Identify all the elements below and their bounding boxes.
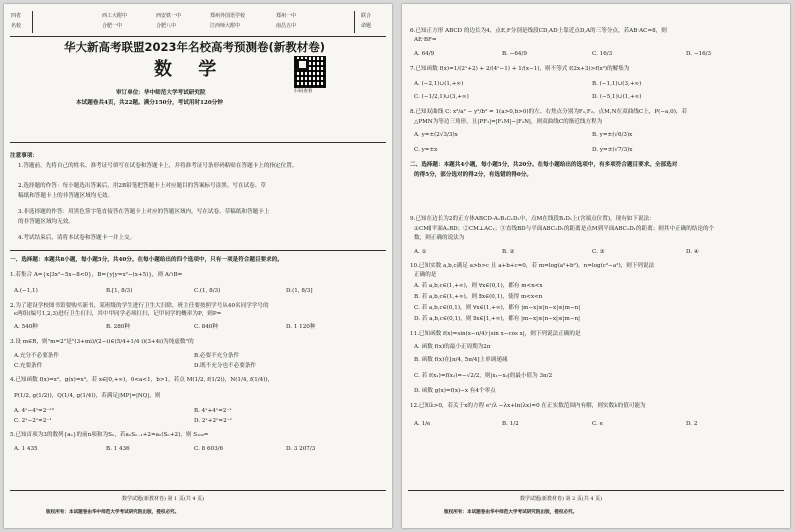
- question-9: 9.已知在边长为2的正方体ABCD-A₁B₁C₁D₁中，点M在线段B₁D₁上(含端点位置)，现有如下说法：: [410, 216, 655, 222]
- question-text-line: D. 2: [686, 421, 698, 427]
- note-line: 3.非选择题的作答：用黑色签字笔直接答在答题卡上对应的答题区域内。写在试卷、草稿纸和答题卡上: [18, 209, 270, 215]
- question-text-line: D. 函数 g(x)=f(x)−x 有4个零点: [414, 388, 496, 394]
- question-text-line: A. (−2,1)∪(1,+∞): [414, 81, 464, 87]
- question-text-line: 2.为了建设学校图书馆要购买新书，某班级的学生进行卫生大扫除，班主任要按照学号从40名同学学号的: [10, 303, 269, 309]
- question-text-line: B. 函数 f(x)在[π/4, 5π/4]上单调递减: [414, 357, 508, 363]
- note-line: 稿纸和答题卡上的非答题区域均无效。: [18, 193, 114, 199]
- question-text-line: 7.已知函数 f(x)=1/(2ˣ+2) + 2/(4ˣ−1) + 1/(x−1)，则不等式 f(2x+3)>f(x²)的解集为: [410, 66, 630, 72]
- question-text-line: D. ④: [686, 249, 699, 255]
- page-footer: 数学试题(新教材卷) 第 2 页(共 4 页): [520, 496, 603, 502]
- question-text-line: C. 8 603/6: [194, 446, 224, 452]
- question-text-line: 4.已知函数 f(x)=x²，g(x)=x³，若 x∈[0,+∞)，0<a<1，b>1，若点 M(1/2, f(1/2))，N(1/4, f(1/4))，: [10, 377, 274, 383]
- question-text-line: C. 若 f(x₁)=f(x₂)=−√2/2，则|x₁−x₂|的最小值为 3π/2: [414, 373, 553, 379]
- question-text-line: C.充要条件: [14, 363, 43, 369]
- subject-title: 数 学: [154, 59, 227, 80]
- header-right-line1: 联合: [361, 13, 372, 19]
- header-right-line2: 命题: [361, 23, 372, 29]
- question-text-line: 数，则正确的说法为: [414, 235, 465, 241]
- question-text-line: D. 1 120种: [286, 324, 316, 330]
- question-text-line: C. 840种: [194, 324, 218, 330]
- question-text-line: 6.已知正方形 ABCD 的边长为4，点E,F分别是线段CD,AD上靠近点D,A的三等分点，若AB·AC=8，则: [410, 28, 667, 34]
- question-text-line: A. 1/e: [414, 421, 431, 427]
- question-text-line: C. y=±x: [414, 147, 438, 153]
- note-line: 的非答题区域均无效。: [18, 219, 74, 225]
- question-text-line: B. 1/2: [502, 421, 519, 427]
- question-text-line: 11.已知函数 f(x)=sin(x−π/4)·|sin x−cos x|，则下列说法正确的是: [410, 331, 581, 337]
- exam-title: 华大新高考联盟2023年名校高考预测卷(新教材卷): [64, 40, 326, 54]
- question-text-line: C. ③: [592, 249, 605, 255]
- question-text-line: ϵ两组(编号1,2,3)进行卫生打扫，其中甲同学必须打扫，记甲同学的概率为P，则P=: [14, 311, 222, 317]
- footer-rule: [10, 490, 386, 491]
- school-name: 南昌五中: [276, 23, 297, 29]
- footer-rule: [408, 490, 784, 491]
- question-text-line: D. −16/3: [686, 51, 712, 57]
- question-text-line: D. (−5,1)∪(1,+∞): [592, 94, 642, 100]
- note-line: 4.考试结束后，请将本试卷和答题卡一并上交。: [18, 235, 136, 241]
- question-text-line: A. 1 435: [14, 446, 38, 452]
- qr-code: [294, 56, 326, 88]
- school-name: 西工大附中: [102, 13, 128, 19]
- question-text-line: C. e: [592, 421, 603, 427]
- question-text-line: 5.已知首项为3的数列{aₙ}的前n项和为Sₙ，若aₙSₙ₋₁+2=aₙ(Sₙ+2)，则 S₁₀₀=: [10, 432, 209, 438]
- question-text-line: A. 540种: [14, 324, 38, 330]
- review-unit: 审订单位：华中师范大学考试研究院: [116, 90, 206, 96]
- copyright-notice: 版权所有：本试题卷由华中师范大学考试研究院出版，侵权必究。: [444, 510, 578, 515]
- school-name: 西安铁一中: [156, 13, 182, 19]
- question-text-line: A.充分不必要条件: [14, 353, 59, 359]
- question-text-line: C. (−1/2,1)∪(3,+∞): [414, 94, 469, 100]
- exam-page-1: [4, 4, 392, 528]
- question-text-line: 10.已知实数 a,b,c满足 a>b>c 且 a+b+c=0，若 m=log(a²+b²)，n=log(c²−a²)，则下列说法: [410, 263, 655, 269]
- question-text-line: D.(1, 8/3]: [286, 288, 313, 294]
- question-text-line: D.既不充分也不必要条件: [194, 363, 257, 369]
- question-text-line: ①CM∥平面A₁BD；②CM⊥AC₁；③直线BD与平面ABC₁D₁的距离是点M到平面ABC₁D₁的距离；则其中正确的结论的个: [414, 226, 715, 232]
- question-text-line: D. y=±(√7/3)x: [592, 147, 633, 153]
- header-left-line2: 名校: [11, 23, 22, 29]
- question-text-line: B. (−1,1)∪(3,+∞): [592, 81, 642, 87]
- question-text-line: B. 4ˣ+4ˣ=2⁻ˣ: [194, 408, 232, 414]
- question-text-line: △PMN为等边三角形，且|PF₁|=|F₁M|−|F₂N|，则双曲线C的渐近线方程为: [414, 119, 603, 125]
- school-name: 郑州一中: [276, 13, 297, 19]
- school-name: 江西师大附中: [210, 23, 241, 29]
- question-text-line: 3.设 m∈R，则"m=2"是"(3+mi)/(2−i)∈(5/4+1/4 i)(3+4i)为纯虚数"的: [10, 339, 194, 345]
- school-name: 郑州外国语学校: [210, 13, 246, 19]
- question-text-line: C. 若 a,b,c∈(0,1)，则 ∀x∈(1,+∞)，都有 |m−x|≤|n−x|≤|m−n|: [414, 305, 581, 311]
- school-name: 合肥一中: [102, 23, 123, 29]
- question-text-line: A. ①: [414, 249, 427, 255]
- question-text-line: A. 64/9: [414, 51, 435, 57]
- exam-meta: 本试题卷共4页，共22题。满分150分，考试用时120分钟: [76, 100, 223, 106]
- qr-caption: 扫码查看: [294, 89, 313, 94]
- question-text-line: D. 2ˣ+2ˣ=2⁻ˣ: [194, 418, 232, 424]
- note-line: 1.答题前，先将自己的姓名、准考证号填写在试卷和答题卡上，并将准考证号条形码粘贴在答题卡上的指定位置。: [18, 163, 298, 169]
- question-text-line: 1.若集合 A={x|3x²−5x−8<0}，B={y|y=x²−(x+5)}，则 A∩B=: [10, 272, 183, 278]
- question-text-line: 正确的是: [414, 272, 437, 278]
- question-text-line: C.(1, 8/3): [194, 288, 221, 294]
- question-text-line: D. 若 a,b,c∈(0,1)，则 ∃x∈[1,+∞)，都有 |m−x|≤|n−x|≤|m−n|: [414, 316, 580, 322]
- question-text-line: A. 函数 f(x)的最小正周期为2π: [414, 344, 491, 350]
- notes-title: 注意事项：: [10, 153, 38, 159]
- question-text-line: A. 4ˣ−4ˣ=2⁻ˣ²: [14, 408, 54, 414]
- section-1-heading: 一、选择题：本题共8小题，每小题5分，共40分。在每小题给出的四个选项中，只有一项是符合题目要求的。: [10, 257, 283, 263]
- question-text-line: C. 16/3: [592, 51, 613, 57]
- question-text-line: 8.已知双曲线 C: x²/a² − y²/b² = 1(a>0,b>0)的左、右焦点分别为F₁,F₂，点M,N在双曲线C上，P(−a,0)，若: [410, 109, 688, 115]
- school-name: 合肥八中: [156, 23, 177, 29]
- question-text-line: B. 若 a,b,c∈(1,+∞)，则 ∃x∈(0,1)，使得 m<x<n: [414, 294, 543, 300]
- question-text-line: A. 若 a,b,c∈(1,+∞)，则 ∀x∈(0,1)，都有 m<n<x: [414, 283, 543, 289]
- notes-bottom-rule: [10, 250, 386, 251]
- header-rule: [10, 36, 386, 37]
- question-text-line: C. 2ˣ−2ˣ=2⁻¹: [14, 418, 52, 424]
- question-text-line: D. 3 207/3: [286, 446, 316, 452]
- note-line: 2.选择题的作答：每小题选出答案后，用2B铅笔把答题卡上对应题目的答案标号涂黑。写在试卷、草: [18, 183, 266, 189]
- header-divider-left: [32, 11, 33, 33]
- question-text-line: B.必要不充分条件: [194, 353, 240, 359]
- copyright-notice: 版权所有：本试题卷由华中师范大学考试研究院出版，侵权必究。: [46, 510, 180, 515]
- question-text-line: AE·BF=: [414, 37, 437, 43]
- exam-page-2: [402, 4, 790, 528]
- header-left-line1: 四省: [11, 13, 22, 19]
- question-text-line: B. ②: [502, 249, 515, 255]
- notes-top-rule: [10, 142, 386, 143]
- question-text-line: P(1/2, g(1/2))，Q(1/4, g(1/4))，若满足|MP|=|NQ|，则: [14, 393, 161, 399]
- question-text-line: B. 1 436: [106, 446, 130, 452]
- page-footer: 数学试题(新教材卷) 第 1 页(共 4 页): [122, 496, 205, 502]
- question-text-line: B.[1, 8/3): [106, 288, 133, 294]
- header-divider-right: [354, 11, 355, 33]
- question-text-line: A. y=±(2√3/3)x: [414, 132, 458, 138]
- section-2-heading: 二、选择题：本题共4小题，每小题5分，共20分。在每小题给出的选项中，有多项符合题目要求。全部选对: [410, 162, 678, 168]
- section-2-heading-cont: 的得5分，部分选对的得2分，有选错的得0分。: [414, 172, 532, 178]
- question-text-line: 12.已知λ>0，若关于x的方程 eˣ/λ −λx+ln(λx)=0 在正实数范围内有解，则实数λ的值可能为: [410, 403, 646, 409]
- question-text-line: B. y=±(√6/3)x: [592, 132, 633, 138]
- question-text-line: B. −64/9: [502, 51, 527, 57]
- question-text-line: B. 280种: [106, 324, 130, 330]
- question-text-line: A.(−1,1): [14, 288, 38, 294]
